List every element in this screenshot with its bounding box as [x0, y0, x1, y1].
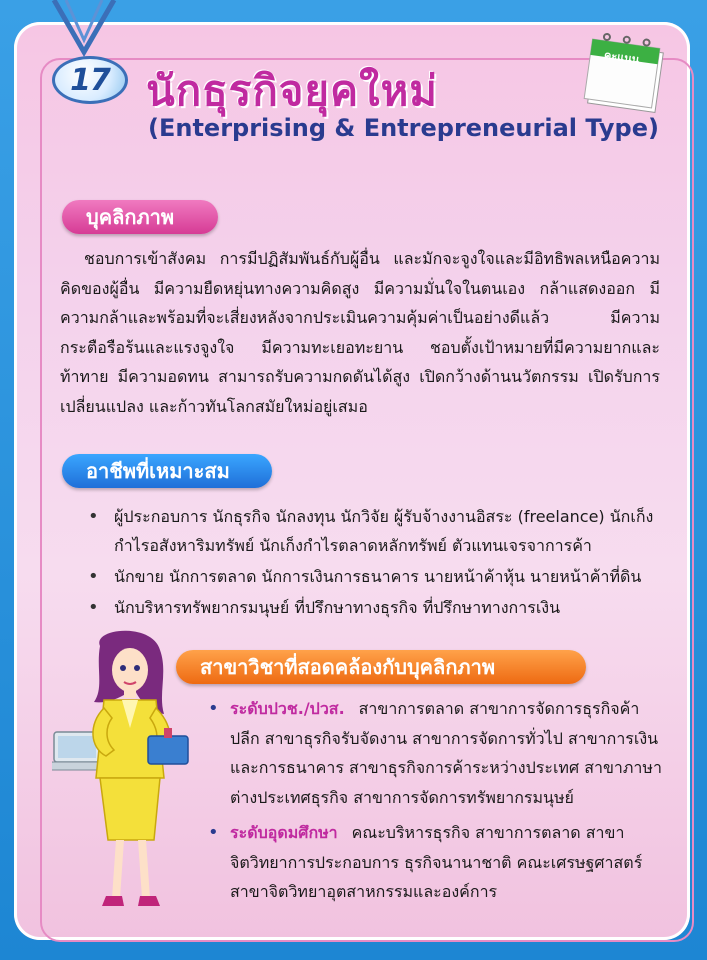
- list-item: • นักบริหารทรัพยากรมนุษย์ ที่ปรึกษาทางธุรกิจ ที่ปรึกษาทางการเงิน: [88, 593, 668, 622]
- personality-heading: บุคลิกภาพ: [62, 200, 218, 234]
- list-item: • นักขาย นักการตลาด นักการเงินการธนาคาร นายหน้าค้าหุ้น นายหน้าค้าที่ดิน: [88, 562, 668, 591]
- personality-text: ชอบการเข้าสังคม การมีปฏิสัมพันธ์กับผู้อื่น และมักจะจูงใจและมีอิทธิพลเหนือความคิดของผู้อื่น มีความยืดหยุ่นทางความคิดสูง มีความมั่นใจในตนเอง กล้าแสดงออก มีความกล้าและพร้อมที่จะเสี่ยงหลังจากประเมินความคุ้มค่าเป็นอย่างดีแล้ว มีความกระตือรือร้นและแรงจูงใจ มีความทะเยอทะยาน ชอบตั้งเป้าหมายที่มีความยากและท้าทาย มีความอดทน สามารถรับความกดดันได้สูง เปิดกว้างด้านนวัตกรรม เปิดรับการเปลี่ยนแปลง และก้าวทันโลกสมัยใหม่อยู่เสมอ: [60, 249, 660, 416]
- calendar-label: คะแนน: [603, 48, 641, 67]
- level-label: ระดับอุดมศึกษา: [230, 823, 338, 842]
- page-title: นักธุรกิจยุคใหม่: [146, 66, 438, 115]
- level-text: สาขาการตลาด สาขาการจัดการธุรกิจค้าปลีก สาขาธุรกิจรับจัดงาน สาขาการจัดการทั่วไป สาขาการเงินและการธนาคาร สาขาธุรกิจการค้าระหว่างประเทศ สาขาภาษาต่างประเทศธุรกิจ สาขาการจัดการทรัพยากรมนุษย์: [230, 699, 662, 807]
- badge-number: 17: [70, 62, 110, 98]
- list-item: • ผู้ประกอบการ นักธุรกิจ นักลงทุน นักวิจัย ผู้รับจ้างงานอิสระ (freelance) นักเก็งกำไรอสังหาริมทรัพย์ นักเก็งกำไรตลาดหลักทรัพย์ ตัวแทนเจรจาการค้า: [88, 502, 668, 560]
- list-item: [208, 818, 668, 907]
- level-text: คณะบริหารธุรกิจ สาขาการตลาด สาขาจิตวิทยาการประกอบการ ธุรกิจนานาชาติ คณะเศรษฐศาสตร์ สาขาจิตวิทยาอุตสาหกรรมและองค์การ: [230, 823, 643, 901]
- careers-list: [88, 502, 668, 624]
- careers-heading: อาชีพที่เหมาะสม: [62, 454, 272, 488]
- level-label: ระดับปวช./ปวส.: [230, 699, 345, 718]
- page-subtitle: (Enterprising & Entrepreneurial Type): [148, 114, 659, 142]
- fields-heading: สาขาวิชาที่สอดคล้องกับบุคลิกภาพ: [176, 650, 586, 684]
- list-item: [208, 694, 668, 812]
- calendar-icon: [578, 26, 674, 122]
- businesswoman-illustration: [52, 628, 212, 928]
- fields-list: [208, 694, 668, 913]
- number-badge: [52, 56, 128, 104]
